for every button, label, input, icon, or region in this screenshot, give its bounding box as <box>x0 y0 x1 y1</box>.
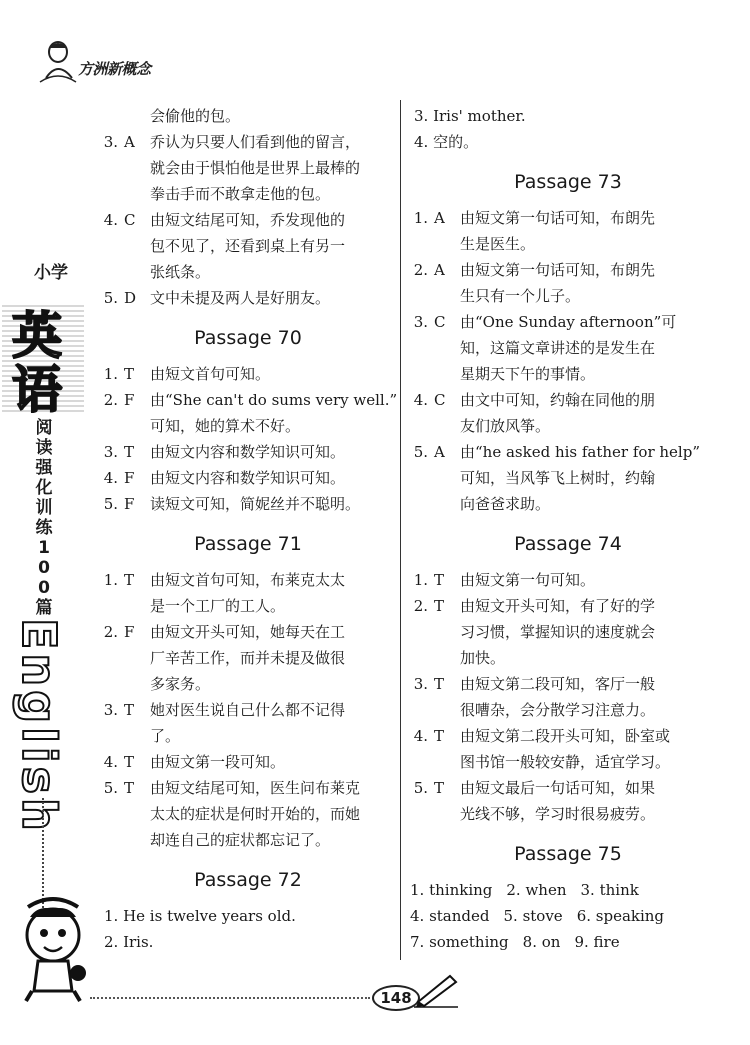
answer-number: 4. <box>103 753 118 771</box>
answer-key: T <box>434 675 445 693</box>
answer-line: 星期天下午的事情。 <box>460 365 596 383</box>
passage-heading: Passage 75 <box>514 843 622 865</box>
answer-item <box>408 723 728 775</box>
answer-item <box>98 491 398 517</box>
answer-number: 5. <box>103 495 118 513</box>
answer-item <box>98 567 398 619</box>
answer-item <box>98 775 398 853</box>
answer-line: 知，这篇文章讲述的是发生在 <box>460 339 656 357</box>
answer-number: 4. <box>413 727 428 745</box>
answer-number: 3. <box>413 313 428 331</box>
answer-item <box>408 671 728 723</box>
answer-line: 加快。 <box>460 649 506 667</box>
vocab-answer: 6. speaking <box>576 907 665 925</box>
sidebar-title-char: 语 <box>12 361 62 419</box>
answer-line: 由“One Sunday afternoon”可 <box>460 313 677 331</box>
answer-explanation <box>150 129 398 207</box>
answer-explanation <box>460 723 728 775</box>
vocab-answer: 8. on <box>522 933 561 951</box>
answer-item <box>408 567 728 593</box>
answer-number: 2. <box>103 623 118 641</box>
answer-explanation <box>460 593 728 671</box>
answer-key: D <box>124 289 137 307</box>
answer-item <box>408 387 728 439</box>
short-answer: 3. Iris' mother. <box>414 107 526 125</box>
answer-key: F <box>124 623 135 641</box>
short-answer: 4. 空的。 <box>414 133 479 151</box>
answer-line: 向爸爸求助。 <box>460 495 551 513</box>
vocab-answer: 1. thinking <box>410 881 493 899</box>
answer-explanation <box>150 619 398 697</box>
answer-number: 2. <box>103 391 118 409</box>
answer-number: 5. <box>103 289 118 307</box>
answer-number: 5. <box>413 779 428 797</box>
answer-line: 友们放风筝。 <box>460 417 551 435</box>
answer-key: C <box>434 391 446 409</box>
sidebar-dotted-line <box>42 798 48 908</box>
answer-line: 却连自己的症状都忘记了。 <box>150 831 331 849</box>
answer-group <box>98 361 398 517</box>
answer-number: 1. <box>103 365 118 383</box>
answer-key: C <box>434 313 446 331</box>
passage-heading: Passage 74 <box>514 533 622 555</box>
answer-number: 1. <box>413 571 428 589</box>
answer-explanation <box>150 491 398 517</box>
answer-number: 5. <box>103 779 118 797</box>
answer-line: 厂辛苦工作，而并未提及做很 <box>150 649 346 667</box>
answer-explanation <box>150 207 398 285</box>
answer-line: 由短文开头可知，她每天在工 <box>150 623 346 641</box>
answer-number: 3. <box>103 701 118 719</box>
answer-item <box>98 439 398 465</box>
answer-explanation <box>460 257 728 309</box>
answer-key: A <box>434 261 445 279</box>
answer-line: 由短文内容和数学知识可知。 <box>150 469 346 487</box>
answer-line: 可知，她的算术不好。 <box>150 417 301 435</box>
answer-item <box>98 387 398 439</box>
answer-number: 3. <box>413 675 428 693</box>
answer-line: 由短文最后一句话可知，如果 <box>460 779 656 797</box>
answer-line: 了。 <box>150 727 181 745</box>
answer-line: 很嘈杂，会分散学习注意力。 <box>460 701 656 719</box>
answer-line: 由短文第一句话可知，布朗先 <box>460 261 656 279</box>
answer-group <box>98 129 398 311</box>
passage-heading: Passage 70 <box>194 327 302 349</box>
answer-line: 由短文第二段开头可知，卧室或 <box>460 727 671 745</box>
answer-explanation <box>150 439 398 465</box>
answer-number: 3. <box>103 443 118 461</box>
answer-line: 多家务。 <box>150 675 211 693</box>
answer-line: 由“She can't do sums very well.” <box>150 391 398 409</box>
answer-key: T <box>434 727 445 745</box>
answer-line: 包不见了，还看到桌上有另一 <box>150 237 346 255</box>
answer-item <box>408 775 728 827</box>
vocab-answer: 7. something <box>410 933 509 951</box>
answer-line: 就会由于惧怕他是世界上最棒的 <box>150 159 361 177</box>
answer-item <box>408 593 728 671</box>
answer-number: 1. <box>103 571 118 589</box>
answer-explanation <box>150 775 398 853</box>
answer-group <box>408 205 728 517</box>
book-series-sidebar <box>0 258 88 908</box>
answer-line: 乔认为只要人们看到他的留言， <box>150 133 361 151</box>
answer-line: 由短文首句可知。 <box>150 365 271 383</box>
answer-number: 2. <box>413 261 428 279</box>
pen-icon <box>414 972 460 1008</box>
answer-line: 由短文结尾可知，乔发现他的 <box>150 211 346 229</box>
answer-number: 4. <box>413 391 428 409</box>
sidebar-series-title: 阅读强化训练100篇 <box>35 418 53 618</box>
answer-item <box>408 205 728 257</box>
answer-item <box>98 285 398 311</box>
answer-key: T <box>434 597 445 615</box>
answer-line: 拳击手而不敢拿走他的包。 <box>150 185 331 203</box>
answer-line: 由文中可知，约翰在同他的朋 <box>460 391 656 409</box>
answer-line: 光线不够，学习时很易疲劳。 <box>460 805 656 823</box>
vocab-answer: 2. when <box>506 881 567 899</box>
answer-explanation <box>150 387 398 439</box>
answer-line: 习习惯，掌握知识的速度就会 <box>460 623 656 641</box>
short-answer: 2. Iris. <box>104 933 154 951</box>
sidebar-grade: 小学 <box>34 263 68 283</box>
answer-line: 由“he asked his father for help” <box>460 443 701 461</box>
column-divider <box>400 100 401 960</box>
vocab-answer: 4. standed <box>410 907 490 925</box>
answer-line: 由短文第一句可知。 <box>460 571 596 589</box>
answer-item <box>98 361 398 387</box>
answer-explanation <box>460 775 728 827</box>
answer-line: 由短文第一句话可知，布朗先 <box>460 209 656 227</box>
short-answer: 1. He is twelve years old. <box>104 907 296 925</box>
answer-number: 4. <box>103 211 118 229</box>
answer-line: 生是医生。 <box>460 235 536 253</box>
answer-item <box>98 697 398 749</box>
answer-explanation <box>460 439 728 517</box>
answer-line: 张纸条。 <box>150 263 211 281</box>
answer-key: T <box>434 779 445 797</box>
answer-explanation <box>150 361 398 387</box>
answer-group <box>98 567 398 853</box>
vocab-answer: 3. think <box>580 881 639 899</box>
answer-item <box>408 257 728 309</box>
mascot-head-logo-icon <box>38 38 78 84</box>
vocab-row <box>408 877 728 903</box>
page-number: 148 <box>372 985 420 1011</box>
answer-explanation <box>150 567 398 619</box>
answer-line: 由短文内容和数学知识可知。 <box>150 443 346 461</box>
answer-key: F <box>124 495 135 513</box>
answer-key: T <box>434 571 445 589</box>
answer-number: 1. <box>413 209 428 227</box>
answer-item <box>98 465 398 491</box>
answer-item <box>98 749 398 775</box>
answer-number: 2. <box>413 597 428 615</box>
answer-line: 太太的症状是何时开始的，而她 <box>150 805 361 823</box>
answer-key: A <box>434 443 445 461</box>
passage-heading: Passage 73 <box>514 171 622 193</box>
answer-key: T <box>124 779 135 797</box>
answer-line: 由短文第一段可知。 <box>150 753 286 771</box>
left-column <box>98 103 398 955</box>
answer-line: 文中未提及两人是好朋友。 <box>150 289 331 307</box>
sidebar-english-word: English <box>12 618 66 835</box>
answer-key: F <box>124 391 135 409</box>
answer-number: 3. <box>103 133 118 151</box>
answer-line: 由短文开头可知，有了好的学 <box>460 597 656 615</box>
passage-heading: Passage 71 <box>194 533 302 555</box>
vocab-row <box>408 929 728 955</box>
answer-key: T <box>124 753 135 771</box>
publisher-logo <box>38 38 178 88</box>
vocab-answer: 5. stove <box>503 907 563 925</box>
answer-line: 她对医生说自己什么都不记得 <box>150 701 346 719</box>
answer-line: 可知，当风筝飞上树时，约翰 <box>460 469 656 487</box>
answer-explanation <box>150 749 398 775</box>
footer-dotted-line <box>90 997 370 999</box>
answer-explanation <box>150 285 398 311</box>
continued-line: 会偷他的包。 <box>150 107 241 125</box>
answer-explanation <box>150 697 398 749</box>
answer-line: 由短文第二段可知，客厅一般 <box>460 675 656 693</box>
passage-heading: Passage 72 <box>194 869 302 891</box>
answer-line: 是一个工厂的工人。 <box>150 597 286 615</box>
answer-key: T <box>124 443 135 461</box>
answer-explanation <box>460 309 728 387</box>
answer-explanation <box>460 387 728 439</box>
answer-line: 由短文首句可知，布莱克太太 <box>150 571 346 589</box>
answer-explanation <box>460 671 728 723</box>
answer-item <box>98 619 398 697</box>
answer-number: 5. <box>413 443 428 461</box>
answer-key: T <box>124 701 135 719</box>
answer-key: A <box>124 133 135 151</box>
answer-line: 由短文结尾可知，医生问布莱克 <box>150 779 361 797</box>
answer-key: F <box>124 469 135 487</box>
answer-group <box>408 567 728 827</box>
answer-number: 4. <box>103 469 118 487</box>
logo-text: 方洲新概念 <box>78 60 151 78</box>
answer-line: 图书馆一般较安静，适宜学习。 <box>460 753 671 771</box>
answer-explanation <box>460 205 728 257</box>
answer-key: T <box>124 571 135 589</box>
cartoon-kid-mascot-icon <box>8 895 98 1005</box>
sidebar-title-block <box>2 302 84 419</box>
answer-item <box>98 129 398 207</box>
answer-key: C <box>124 211 136 229</box>
answer-key: T <box>124 365 135 383</box>
vocab-row <box>408 903 728 929</box>
answer-key: A <box>434 209 445 227</box>
right-column <box>408 103 728 955</box>
answer-item <box>408 309 728 387</box>
answer-explanation <box>150 465 398 491</box>
answer-explanation <box>460 567 728 593</box>
answer-line: 生只有一个儿子。 <box>460 287 581 305</box>
vocab-answer: 9. fire <box>574 933 620 951</box>
answer-item <box>408 439 728 517</box>
answer-item <box>98 207 398 285</box>
sidebar-title-char: 英 <box>12 307 62 365</box>
answer-line: 读短文可知，简妮丝并不聪明。 <box>150 495 361 513</box>
